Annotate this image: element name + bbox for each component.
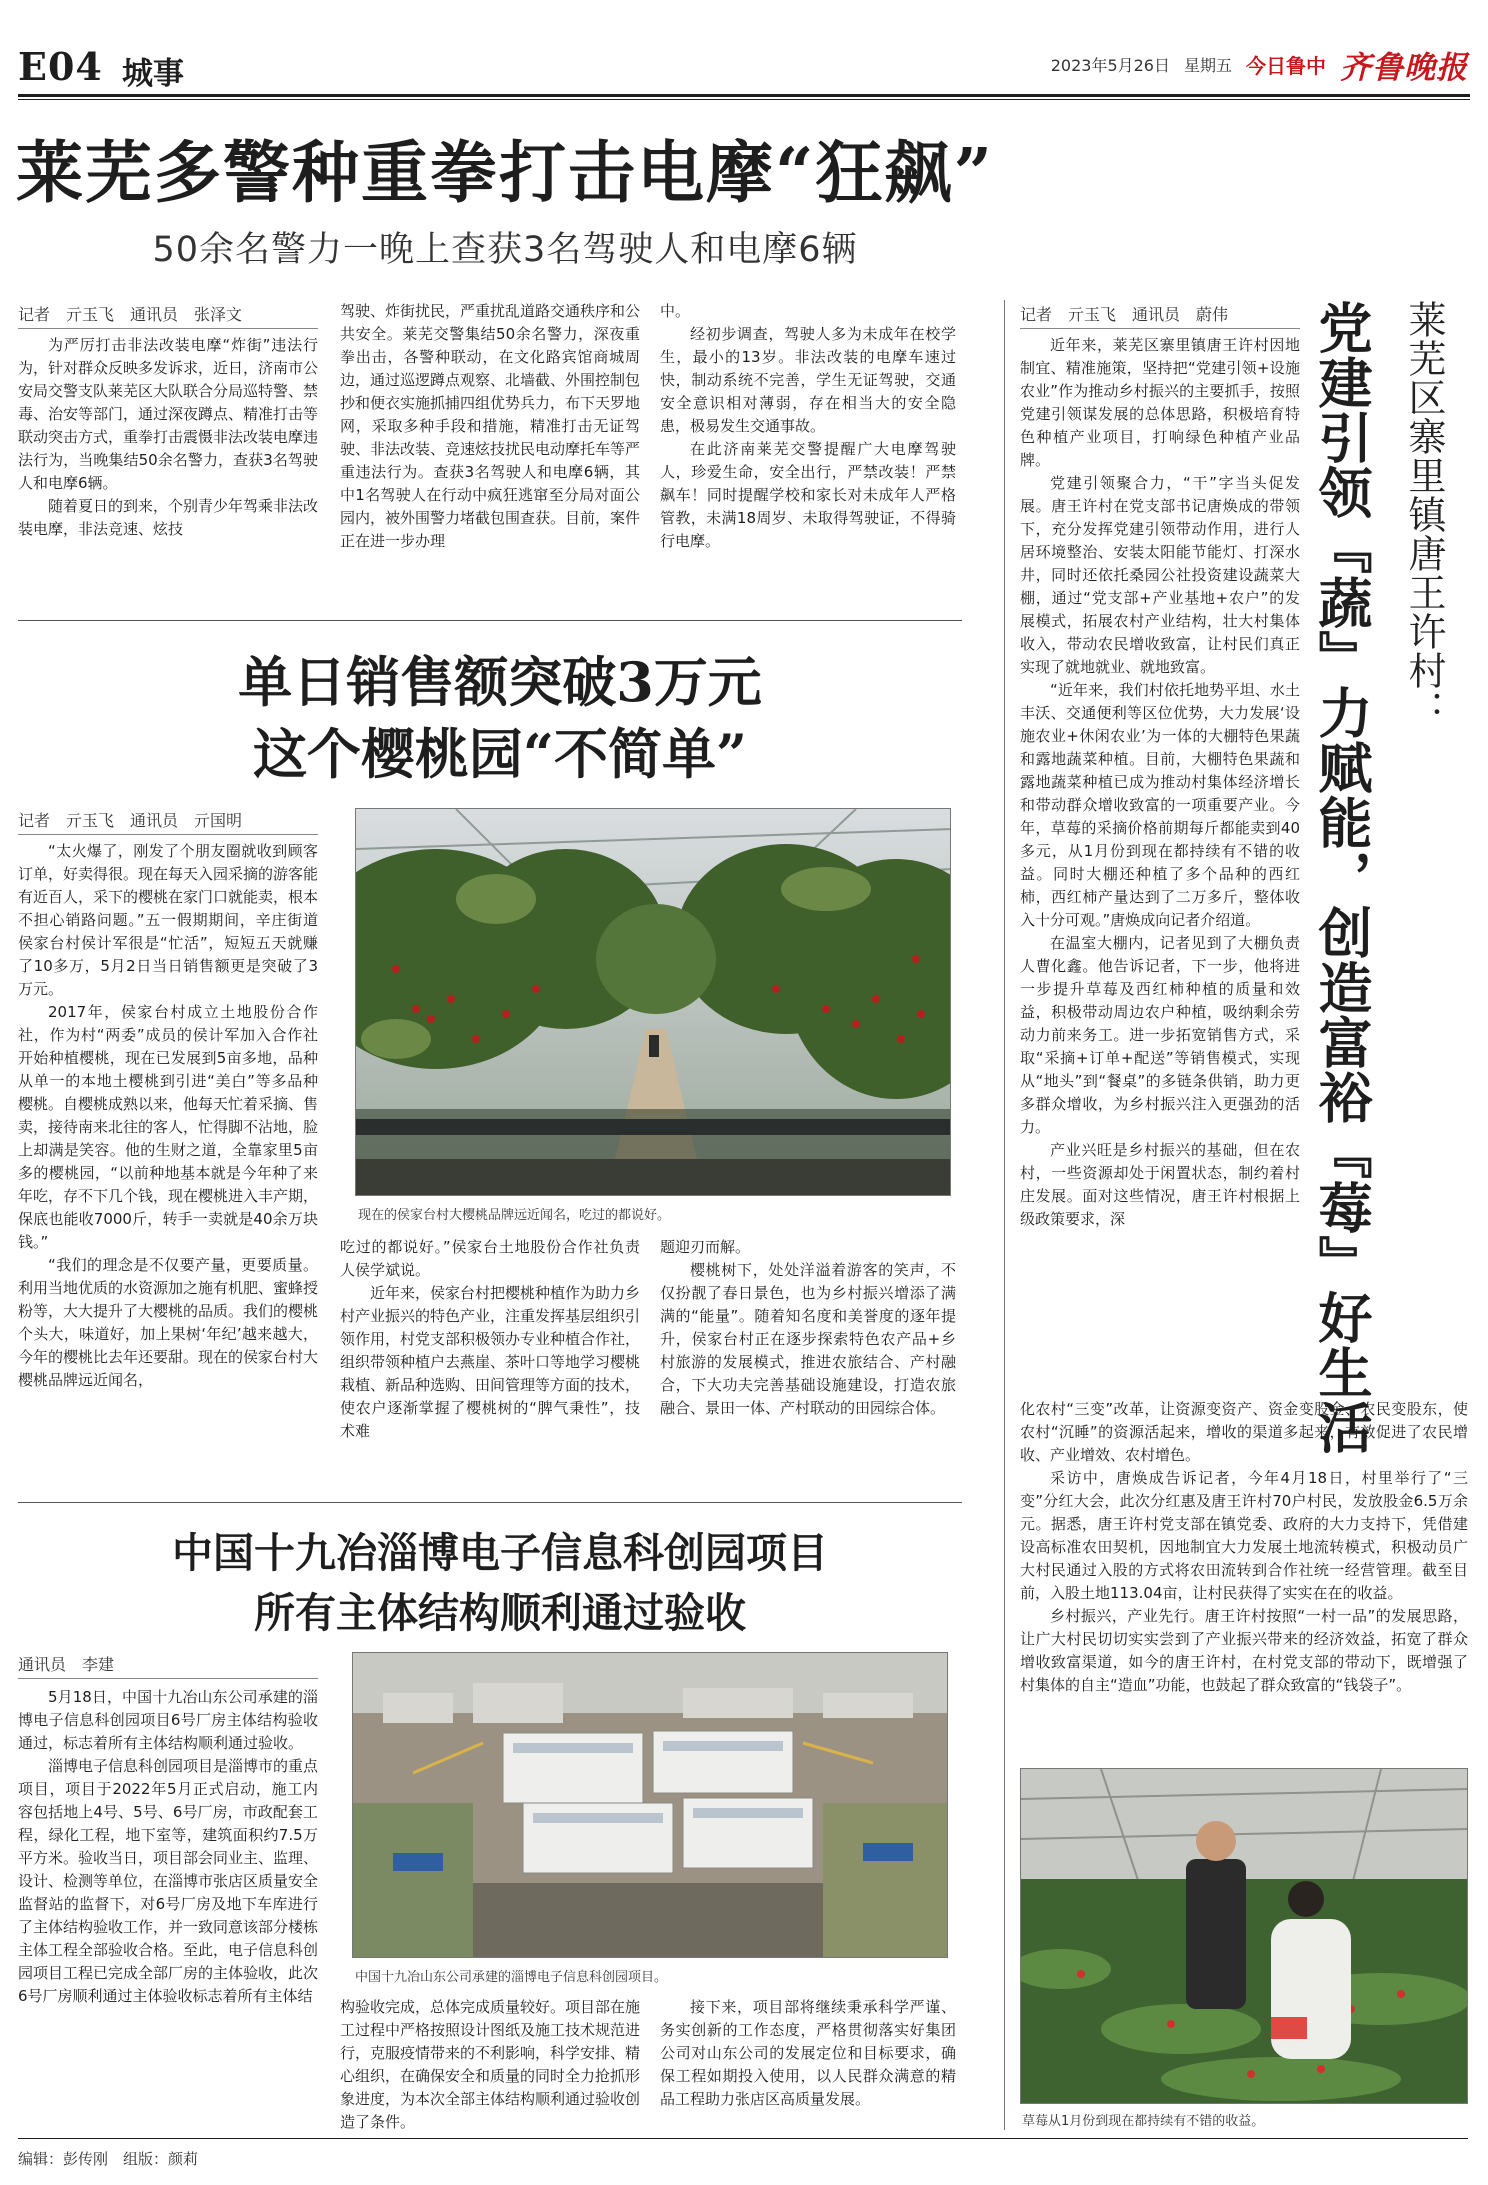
- article2-col1: [18, 840, 318, 1490]
- article1-col2: [340, 300, 640, 614]
- cherry-photo-caption: 现在的侯家台村大樱桃品牌远近闻名，吃过的都说好。: [358, 1208, 671, 1223]
- edition-name: 今日鲁中: [1246, 54, 1326, 78]
- construction-site-photo: [352, 1652, 948, 1958]
- paragraph: “近年来，我们村依托地势平坦、水土丰沃、交通便利等区位优势，大力发展‘设施农业+休闲农业’为一体的大棚特色果蔬和露地蔬菜种植。目前，大棚特色果蔬和露地蔬菜种植已成为推动村集体经济增长和带动群众增收致富的一项重要产业。今年，草莓的采摘价格前期每斤都能卖到40多元，从1月份到现在都持续有不错的收益。同时大棚还种植了多个品种的西红柿，西红柿产量达到了二万多斤，整体收入十分可观。”唐焕成向记者介绍道。: [1020, 681, 1300, 929]
- paragraph: 樱桃树下，处处洋溢着游客的笑声，不仅扮靓了春日景色，也为乡村振兴增添了满满的“能量”。随着知名度和美誉度的逐年提升，侯家台村正在逐步探索特色农产品+乡村旅游的发展模式，推进农旅结合、产村融合，下大功夫完善基础设施建设，打造农旅融合、景田一体、产村联动的田园综合体。: [660, 1261, 956, 1417]
- article2-col2: [340, 1236, 640, 1492]
- article3-col1: [18, 1686, 318, 2134]
- paragraph: 2017年，侯家台村成立土地股份合作社，作为村“两委”成员的侯计军加入合作社开始种植樱桃，现在已发展到5亩多地，品种从单一的本地土樱桃到引进“美白”等多品种樱桃。自樱桃成熟以来，他每天忙着采摘、售卖，接待南来北往的客人，忙得脚不沾地，脸上却满是笑容。他的生财之道，全靠家里5亩多的樱桃园，“以前种地基本就是今年种了来年吃，存不下几个钱，现在樱桃进入丰产期，保底也能收7000斤，转手一卖就是40余万块钱。”: [18, 1003, 318, 1251]
- paragraph: 经初步调查，驾驶人多为未成年在校学生，最小的13岁。非法改装的电摩车速过快，制动系统不完善，学生无证驾驶，交通安全意识相对薄弱，存在相当大的安全隐患，极易发生交通事故。: [660, 325, 956, 435]
- article2-headline-line2: 这个樱桃园“不简单”: [252, 722, 748, 786]
- cherry-orchard-image: [356, 809, 951, 1196]
- paragraph: 中。: [660, 302, 691, 320]
- article1-col3: [660, 300, 956, 614]
- article4-headline: 党建引领『蔬』力赋能，创造富裕『莓』好生活: [1310, 300, 1374, 1455]
- paragraph: 采访中，唐焕成告诉记者，今年4月18日，村里举行了“三变”分红大会，此次分红惠及唐王许村70户村民，发放股金6.5万余元。据悉，唐王许村党支部在镇党委、政府的大力支持下，凭借建设高标准农田契机，因地制宜大力发展土地流转模式，积极动员广大村民通过入股的方式将农田流转到合作社统一经营管理。截至目前，入股土地113.04亩，让村民获得了实实在在的收益。: [1020, 1469, 1468, 1602]
- paragraph: 吃过的都说好。”侯家台土地股份合作社负责人侯学斌说。: [340, 1238, 640, 1279]
- newspaper-logo: 齐鲁晚报: [1340, 50, 1468, 86]
- article1-headline: 莱芜多警种重拳打击电摩“狂飙”: [15, 133, 995, 212]
- article3-headline-line2: 所有主体结构顺利通过验收: [254, 1589, 746, 1637]
- strawberry-greenhouse-photo: [1020, 1768, 1468, 2104]
- issue-date: 2023年5月26日: [1050, 56, 1170, 75]
- footer-rule: [18, 2138, 1468, 2139]
- article2-col3: [660, 1236, 956, 1492]
- masthead-info: [1051, 42, 1468, 87]
- article3-headline-line1: 中国十九冶淄博电子信息科创园项目: [172, 1529, 828, 1577]
- editor-credit: 编辑：彭传刚 组版：颜莉: [18, 2150, 199, 2168]
- column-separator: [1004, 300, 1005, 2130]
- article4-col-narrow: [1020, 334, 1300, 1396]
- article3-col2: [340, 1996, 640, 2136]
- article3-byline: 通讯员 李建: [18, 1652, 318, 1679]
- divider: [18, 620, 962, 621]
- article1-byline: 记者 亓玉飞 通讯员 张泽文: [18, 302, 318, 329]
- paragraph: 近年来，侯家台村把樱桃种植作为助力乡村产业振兴的特色产业，注重发挥基层组织引领作用，村党支部积极领办专业种植合作社，组织带领种植户去燕崖、茶叶口等地学习樱桃栽植、新品种选购、田间管理等方面的技术，使农户逐渐掌握了樱桃树的“脾气秉性”，技术难: [340, 1284, 640, 1440]
- issue-weekday: 星期五: [1183, 56, 1232, 75]
- paragraph: “太火爆了，刚发了个朋友圈就收到顾客订单，好卖得很。现在每天入园采摘的游客能有近百人，采下的樱桃在家门口就能卖，根本不担心销路问题。”五一假期期间，辛庄街道侯家台村侯计军很是“忙活”，短短五天就赚了10多万，5月2日当日销售额更是突破了3万元。: [18, 842, 318, 998]
- article4-byline: 记者 亓玉飞 通讯员 蔚伟: [1020, 302, 1300, 329]
- paragraph: 为严厉打击非法改装电摩“炸街”违法行为，针对群众反映多发诉求，近日，济南市公安局交警支队莱芜区大队联合分局巡特警、禁毒、治安等部门，通过深夜蹲点、精准打击等联动突击方式，重拳打击震慑非法改装电摩违法行为，当晚集结50余名警力，查获3名驾驶人和电摩6辆。: [18, 336, 318, 492]
- page-number: E04: [18, 44, 103, 89]
- paragraph: 化农村“三变”改革，让资源变资产、资金变股金、农民变股东，使农村“沉睡”的资源活起来，增收的渠道多起来，有效促进了农民增收、产业增效、农村增色。: [1020, 1400, 1468, 1464]
- masthead-rule-thin: [18, 99, 1470, 100]
- paragraph: 乡村振兴，产业先行。唐王许村按照“一村一品”的发展思路，让广大村民切切实实尝到了产业振兴带来的经济效益，拓宽了群众增收致富渠道，如今的唐王许村，在村党支部的带动下，既增强了村集体的自主“造血”功能，也鼓起了群众致富的“钱袋子”。: [1020, 1607, 1468, 1694]
- paragraph: 在此济南莱芜交警提醒广大电摩驾驶人，珍爱生命，安全出行，严禁改装！严禁飙车！同时提醒学校和家长对未成年人严格管教，未满18周岁、未取得驾驶证，不得骑行电摩。: [660, 440, 956, 550]
- paragraph: 接下来，项目部将继续秉承科学严谨、务实创新的工作态度，严格贯彻落实好集团公司对山东公司的发展定位和目标要求，确保工程如期投入使用，以人民群众满意的精品工程助力张店区高质量发展。: [660, 1998, 956, 2108]
- article4-col-wide: [1020, 1398, 1468, 1762]
- paragraph: 近年来，莱芜区寨里镇唐王许村因地制宜、精准施策，坚持把“党建引领+设施农业”作为推动乡村振兴的主要抓手，按照党建引领谋发展的总体思路，积极培育特色种植产业项目，打响绿色种植产业品牌。: [1020, 336, 1300, 469]
- paragraph: 产业兴旺是乡村振兴的基础，但在农村，一些资源却处于闲置状态，制约着村庄发展。面对这些情况，唐王许村根据上级政策要求，深: [1020, 1141, 1300, 1228]
- masthead-rule: [18, 94, 1470, 97]
- paragraph: 5月18日，中国十九冶山东公司承建的淄博电子信息科创园项目6号厂房主体结构验收通过，标志着所有主体结构顺利通过验收。: [18, 1688, 318, 1752]
- cherry-orchard-photo: [355, 808, 951, 1196]
- construction-photo-caption: 中国十九冶山东公司承建的淄博电子信息科创园项目。: [355, 1970, 668, 1985]
- construction-site-image: [353, 1653, 948, 1958]
- article4-kicker: 莱芜区寨里镇唐王许村：: [1402, 300, 1446, 729]
- article2-byline: 记者 亓玉飞 通讯员 亓国明: [18, 808, 318, 835]
- article2-headline-line1: 单日销售额突破3万元: [238, 650, 762, 714]
- strawberry-greenhouse-image: [1021, 1769, 1468, 2104]
- article3-col3: [660, 1996, 956, 2136]
- article1-subheadline: 50余名警力一晚上查获3名驾驶人和电摩6辆: [152, 230, 858, 270]
- strawberry-photo-caption: 草莓从1月份到现在都持续有不错的收益。: [1022, 2114, 1265, 2129]
- paragraph: 构验收完成，总体完成质量较好。项目部在施工过程中严格按照设计图纸及施工技术规范进行，克服疫情带来的不利影响，科学安排、精心组织，在确保安全和质量的同时全力抢抓形象进度，为本次全部主体结构顺利通过验收创造了条件。: [340, 1998, 640, 2131]
- article1-col1: [18, 334, 318, 614]
- paragraph: 随着夏日的到来，个别青少年驾乘非法改装电摩，非法竞速、炫技: [18, 497, 318, 538]
- divider: [18, 1502, 962, 1503]
- paragraph: 党建引领聚合力，“干”字当头促发展。唐王许村在党支部书记唐焕成的带领下，充分发挥党建引领带动作用，进行人居环境整治、安装太阳能节能灯、打深水井，同时还依托桑园公社投资建设蔬菜大棚，通过“党支部+产业基地+农户”的发展模式，拓展农村产业结构，壮大村集体收入，带动农民增收致富，让村民们真正实现了就地就业、就地致富。: [1020, 474, 1300, 676]
- paragraph: “我们的理念是不仅要产量，更要质量。利用当地优质的水资源加之施有机肥、蜜蜂授粉等，大大提升了大樱桃的品质。我们的樱桃个头大，味道好，加上果树‘年纪’越来越大，今年的樱桃比去年还要甜。现在的侯家台村大樱桃品牌远近闻名，: [18, 1256, 318, 1389]
- section-name: 城事: [122, 56, 184, 92]
- paragraph: 题迎刃而解。: [660, 1238, 751, 1256]
- paragraph: 淄博电子信息科创园项目是淄博市的重点项目，项目于2022年5月正式启动，施工内容包括地上4号、5号、6号厂房，市政配套工程，绿化工程，地下室等，建筑面积约7.5万平方米。验收当日，项目部会同业主、监理、设计、检测等单位，在淄博市张店区质量安全监督站的监督下，对6号厂房及地下车库进行了主体结构验收工作，并一致同意该部分楼栋主体工程全部验收合格。至此，电子信息科创园项目工程已完成全部厂房的主体验收，此次6号厂房顺利通过主体验收标志着所有主体结: [18, 1757, 318, 2005]
- paragraph: 在温室大棚内，记者见到了大棚负责人曹化鑫。他告诉记者，下一步，他将进一步提升草莓及西红柿种植的质量和效益，积极带动周边农户种植，吸纳剩余劳动力前来务工。进一步拓宽销售方式，采取“采摘+订单+配送”等销售模式，实现从“地头”到“餐桌”的多链条供销，助力更多群众增收，为乡村振兴注入更强劲的活力。: [1020, 934, 1300, 1136]
- paragraph: 驾驶、炸街扰民，严重扰乱道路交通秩序和公共安全。莱芜交警集结50余名警力，深夜重拳出击，各警种联动，在文化路宾馆商城周边，通过巡逻蹲点观察、北墙截、外围控制包抄和便衣实施抓捕四组优势兵力，布下天罗地网，采取多种手段和措施，精准打击无证驾驶、非法改装、竞速炫技扰民电动摩托车等严重违法行为。查获3名驾驶人和电摩6辆，其中1名驾驶人在行动中疯狂逃窜至分局对面公园内，被外围警力堵截包围查获。目前，案件正在进一步办理: [340, 302, 640, 550]
